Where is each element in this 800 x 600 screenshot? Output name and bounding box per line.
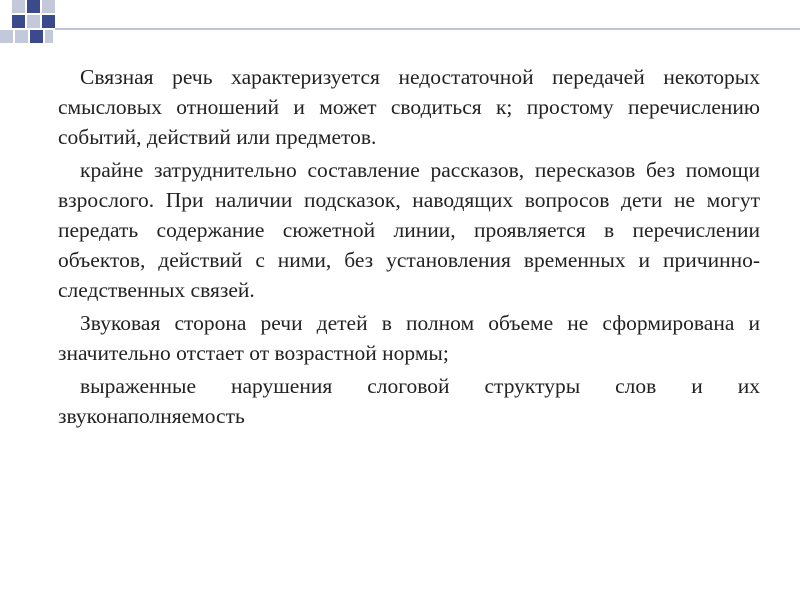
paragraph-sound-side: Звуковая сторона речи детей в полном объеме не сформирована и значительно отстает от возрастной нормы;: [58, 311, 760, 365]
paragraph-syllable-structure: выраженные нарушения слоговой структуры слов и их звуконаполняемость: [58, 374, 760, 428]
deco-square: [27, 0, 40, 13]
slide-body: [58, 62, 760, 434]
decorative-corner: [0, 0, 800, 60]
corner-squares-decoration: [0, 0, 800, 60]
deco-square: [42, 0, 55, 13]
paragraph-coherent-speech: Связная речь характеризуется недостаточной передачей некоторых смысловых отношений и может сводиться к; простому перечислению событий, действий или предметов.: [58, 65, 760, 149]
deco-square: [12, 0, 25, 13]
deco-square: [42, 15, 55, 28]
deco-square: [27, 15, 40, 28]
deco-square: [45, 30, 53, 43]
paragraph-retelling-difficulty: крайне затруднительно составление рассказов, пересказов без помощи взрослого. При наличии подсказок, наводящих вопросов дети не могут передать содержание сюжетной линии, проявляется в перечислении объектов, действий с ними, без установления временных и причинно-следственных связей.: [58, 158, 760, 302]
deco-square: [12, 15, 25, 28]
deco-square: [15, 30, 28, 43]
deco-square: [30, 30, 43, 43]
deco-square: [0, 30, 13, 43]
